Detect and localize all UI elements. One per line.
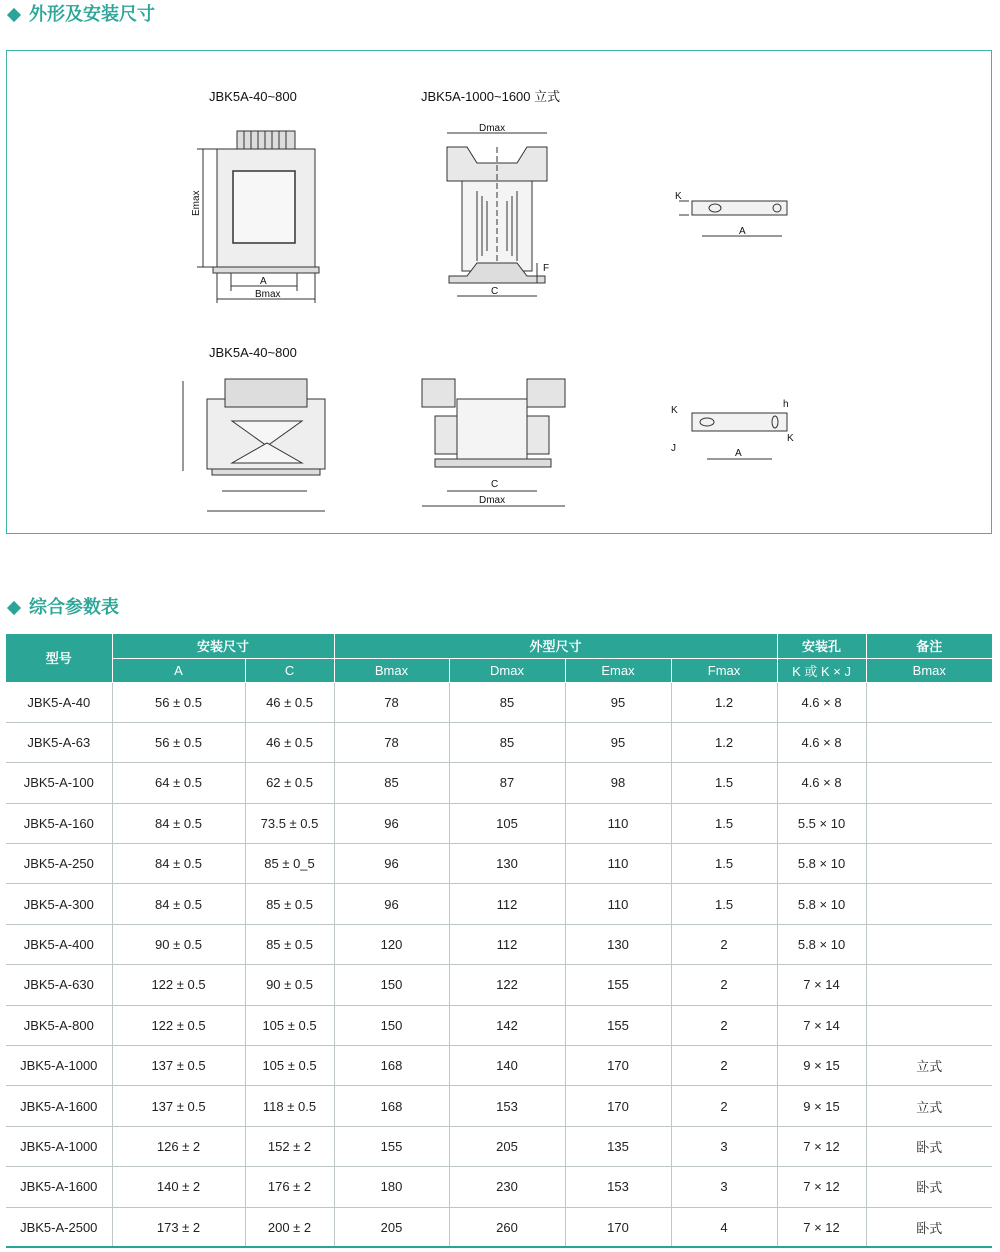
cell-bmax: 168 bbox=[334, 1086, 449, 1126]
table-row bbox=[6, 1167, 992, 1207]
table-header-row-1 bbox=[6, 634, 992, 658]
cell-c: 85 ± 0.5 bbox=[245, 924, 334, 964]
dim-j: J bbox=[671, 443, 676, 454]
cell-fmax: 1.5 bbox=[671, 763, 777, 803]
diamond-bullet-icon bbox=[7, 601, 21, 615]
cell-a: 64 ± 0.5 bbox=[112, 763, 245, 803]
cell-c: 118 ± 0.5 bbox=[245, 1086, 334, 1126]
table-row bbox=[6, 965, 992, 1005]
cell-bmax: 96 bbox=[334, 844, 449, 884]
cell-dmax: 105 bbox=[449, 803, 565, 843]
cell-fmax: 2 bbox=[671, 1046, 777, 1086]
diamond-bullet-icon bbox=[7, 8, 21, 22]
parameter-table bbox=[6, 634, 992, 1248]
drawing-vertical-type bbox=[447, 133, 550, 296]
header-hole: 安装孔 bbox=[777, 634, 866, 658]
cell-a: 126 ± 2 bbox=[112, 1126, 245, 1166]
cell-note bbox=[866, 722, 992, 762]
cell-bmax: 150 bbox=[334, 965, 449, 1005]
cell-bmax: 78 bbox=[334, 722, 449, 762]
cell-emax: 95 bbox=[565, 682, 671, 722]
label-top-mid: JBK5A-1000~1600 立式 bbox=[421, 89, 561, 104]
subheader-fmax: Fmax bbox=[671, 658, 777, 682]
cell-fmax: 1.2 bbox=[671, 722, 777, 762]
cell-model: JBK5-A-1000 bbox=[6, 1126, 112, 1166]
cell-a: 140 ± 2 bbox=[112, 1167, 245, 1207]
cell-note: 卧式 bbox=[866, 1167, 992, 1207]
cell-note: 卧式 bbox=[866, 1126, 992, 1166]
cell-bmax: 180 bbox=[334, 1167, 449, 1207]
cell-hole: 5.8 × 10 bbox=[777, 884, 866, 924]
cell-emax: 170 bbox=[565, 1086, 671, 1126]
cell-emax: 95 bbox=[565, 722, 671, 762]
cell-model: JBK5-A-160 bbox=[6, 803, 112, 843]
cell-hole: 4.6 × 8 bbox=[777, 682, 866, 722]
header-note: 备注 bbox=[866, 634, 992, 658]
cell-emax: 153 bbox=[565, 1167, 671, 1207]
cell-fmax: 2 bbox=[671, 965, 777, 1005]
dim-emax: Emax bbox=[191, 190, 202, 216]
cell-hole: 7 × 14 bbox=[777, 1005, 866, 1045]
cell-hole: 5.8 × 10 bbox=[777, 844, 866, 884]
cell-note bbox=[866, 763, 992, 803]
cell-model: JBK5-A-800 bbox=[6, 1005, 112, 1045]
cell-fmax: 2 bbox=[671, 1005, 777, 1045]
cell-c: 200 ± 2 bbox=[245, 1207, 334, 1247]
cell-bmax: 120 bbox=[334, 924, 449, 964]
dim-k-3: K bbox=[787, 433, 794, 444]
table-row bbox=[6, 682, 992, 722]
table-row bbox=[6, 924, 992, 964]
cell-fmax: 2 bbox=[671, 1086, 777, 1126]
table-row bbox=[6, 763, 992, 803]
cell-c: 152 ± 2 bbox=[245, 1126, 334, 1166]
cell-c: 62 ± 0.5 bbox=[245, 763, 334, 803]
cell-dmax: 140 bbox=[449, 1046, 565, 1086]
header-mount: 安装尺寸 bbox=[112, 634, 334, 658]
dim-f: F bbox=[543, 263, 550, 274]
cell-bmax: 85 bbox=[334, 763, 449, 803]
dim-k-1: K bbox=[675, 191, 682, 202]
cell-fmax: 1.5 bbox=[671, 884, 777, 924]
dim-c-1: C bbox=[491, 286, 499, 297]
cell-bmax: 96 bbox=[334, 884, 449, 924]
cell-model: JBK5-A-40 bbox=[6, 682, 112, 722]
cell-model: JBK5-A-1600 bbox=[6, 1086, 112, 1126]
cell-emax: 98 bbox=[565, 763, 671, 803]
cell-hole: 7 × 12 bbox=[777, 1207, 866, 1247]
cell-bmax: 150 bbox=[334, 1005, 449, 1045]
cell-model: JBK5-A-250 bbox=[6, 844, 112, 884]
cell-model: JBK5-A-1000 bbox=[6, 1046, 112, 1086]
cell-model: JBK5-A-630 bbox=[6, 965, 112, 1005]
cell-hole: 9 × 15 bbox=[777, 1046, 866, 1086]
cell-bmax: 78 bbox=[334, 682, 449, 722]
cell-a: 56 ± 0.5 bbox=[112, 682, 245, 722]
cell-note: 立式 bbox=[866, 1086, 992, 1126]
cell-model: JBK5-A-400 bbox=[6, 924, 112, 964]
cell-fmax: 1.5 bbox=[671, 844, 777, 884]
cell-note: 卧式 bbox=[866, 1207, 992, 1247]
cell-hole: 4.6 × 8 bbox=[777, 722, 866, 762]
table-row bbox=[6, 1005, 992, 1045]
subheader-hole: K 或 K × J bbox=[777, 658, 866, 682]
cell-note bbox=[866, 682, 992, 722]
cell-a: 122 ± 0.5 bbox=[112, 1005, 245, 1045]
subheader-note: Bmax bbox=[866, 658, 992, 682]
outline-drawings-panel bbox=[6, 50, 992, 534]
cell-dmax: 153 bbox=[449, 1086, 565, 1126]
cell-c: 46 ± 0.5 bbox=[245, 722, 334, 762]
dim-bmax: Bmax bbox=[255, 289, 281, 300]
cell-dmax: 142 bbox=[449, 1005, 565, 1045]
cell-dmax: 260 bbox=[449, 1207, 565, 1247]
table-body bbox=[6, 682, 992, 1247]
table-row bbox=[6, 1207, 992, 1247]
cell-c: 105 ± 0.5 bbox=[245, 1005, 334, 1045]
drawing-mount-foot-top bbox=[679, 201, 787, 236]
table-row bbox=[6, 803, 992, 843]
cell-dmax: 85 bbox=[449, 682, 565, 722]
cell-model: JBK5-A-300 bbox=[6, 884, 112, 924]
cell-a: 122 ± 0.5 bbox=[112, 965, 245, 1005]
subheader-emax: Emax bbox=[565, 658, 671, 682]
cell-a: 84 ± 0.5 bbox=[112, 884, 245, 924]
dim-a-3: A bbox=[735, 448, 742, 459]
cell-c: 105 ± 0.5 bbox=[245, 1046, 334, 1086]
table-row bbox=[6, 1086, 992, 1126]
cell-note bbox=[866, 965, 992, 1005]
cell-fmax: 3 bbox=[671, 1126, 777, 1166]
cell-note bbox=[866, 884, 992, 924]
cell-hole: 7 × 12 bbox=[777, 1167, 866, 1207]
cell-a: 84 ± 0.5 bbox=[112, 844, 245, 884]
dim-dmax-1: Dmax bbox=[479, 123, 506, 134]
cell-model: JBK5-A-100 bbox=[6, 763, 112, 803]
section-title-text: 外形及安装尺寸 bbox=[29, 4, 155, 25]
subheader-bmax: Bmax bbox=[334, 658, 449, 682]
cell-a: 84 ± 0.5 bbox=[112, 803, 245, 843]
subheader-dmax: Dmax bbox=[449, 658, 565, 682]
cell-dmax: 122 bbox=[449, 965, 565, 1005]
cell-dmax: 112 bbox=[449, 884, 565, 924]
cell-bmax: 155 bbox=[334, 1126, 449, 1166]
cell-note bbox=[866, 844, 992, 884]
dim-c-2: C bbox=[491, 479, 499, 490]
cell-note bbox=[866, 1005, 992, 1045]
cell-a: 137 ± 0.5 bbox=[112, 1046, 245, 1086]
section-title-outline bbox=[6, 3, 155, 27]
cell-dmax: 85 bbox=[449, 722, 565, 762]
cell-dmax: 87 bbox=[449, 763, 565, 803]
cell-emax: 130 bbox=[565, 924, 671, 964]
cell-fmax: 3 bbox=[671, 1167, 777, 1207]
cell-bmax: 168 bbox=[334, 1046, 449, 1086]
drawing-front-view-small bbox=[197, 131, 319, 303]
cell-a: 173 ± 2 bbox=[112, 1207, 245, 1247]
cell-c: 90 ± 0.5 bbox=[245, 965, 334, 1005]
cell-emax: 110 bbox=[565, 844, 671, 884]
dim-dmax-2: Dmax bbox=[479, 495, 506, 506]
cell-fmax: 4 bbox=[671, 1207, 777, 1247]
cell-note bbox=[866, 924, 992, 964]
cell-note: 立式 bbox=[866, 1046, 992, 1086]
cell-emax: 155 bbox=[565, 965, 671, 1005]
cell-fmax: 1.5 bbox=[671, 803, 777, 843]
cell-hole: 7 × 14 bbox=[777, 965, 866, 1005]
table-row bbox=[6, 722, 992, 762]
cell-bmax: 205 bbox=[334, 1207, 449, 1247]
subheader-a: A bbox=[112, 658, 245, 682]
dim-k-2: K bbox=[671, 405, 678, 416]
cell-c: 46 ± 0.5 bbox=[245, 682, 334, 722]
technical-drawings bbox=[7, 51, 993, 535]
cell-dmax: 230 bbox=[449, 1167, 565, 1207]
cell-emax: 135 bbox=[565, 1126, 671, 1166]
cell-emax: 155 bbox=[565, 1005, 671, 1045]
cell-hole: 5.5 × 10 bbox=[777, 803, 866, 843]
cell-model: JBK5-A-63 bbox=[6, 722, 112, 762]
cell-a: 137 ± 0.5 bbox=[112, 1086, 245, 1126]
cell-c: 176 ± 2 bbox=[245, 1167, 334, 1207]
dim-a-2: A bbox=[739, 226, 746, 237]
cell-emax: 170 bbox=[565, 1207, 671, 1247]
cell-emax: 110 bbox=[565, 803, 671, 843]
table-header-row-2 bbox=[6, 658, 992, 682]
cell-hole: 9 × 15 bbox=[777, 1086, 866, 1126]
cell-hole: 4.6 × 8 bbox=[777, 763, 866, 803]
dim-a-1: A bbox=[260, 276, 267, 287]
cell-model: JBK5-A-2500 bbox=[6, 1207, 112, 1247]
cell-model: JBK5-A-1600 bbox=[6, 1167, 112, 1207]
cell-a: 56 ± 0.5 bbox=[112, 722, 245, 762]
cell-emax: 170 bbox=[565, 1046, 671, 1086]
subheader-c: C bbox=[245, 658, 334, 682]
cell-fmax: 2 bbox=[671, 924, 777, 964]
cell-hole: 7 × 12 bbox=[777, 1126, 866, 1166]
cell-a: 90 ± 0.5 bbox=[112, 924, 245, 964]
section-title-params bbox=[6, 596, 119, 620]
drawing-front-view-large bbox=[183, 379, 325, 511]
cell-hole: 5.8 × 10 bbox=[777, 924, 866, 964]
cell-c: 85 ± 0_5 bbox=[245, 844, 334, 884]
table-row bbox=[6, 844, 992, 884]
section-title-text: 综合参数表 bbox=[29, 597, 119, 618]
table-row bbox=[6, 1126, 992, 1166]
table-row bbox=[6, 1046, 992, 1086]
label-bottom-left: JBK5A-40~800 bbox=[209, 345, 297, 360]
header-model: 型号 bbox=[6, 634, 112, 682]
cell-c: 85 ± 0.5 bbox=[245, 884, 334, 924]
cell-note bbox=[866, 803, 992, 843]
header-outline: 外型尺寸 bbox=[334, 634, 777, 658]
cell-fmax: 1.2 bbox=[671, 682, 777, 722]
cell-dmax: 130 bbox=[449, 844, 565, 884]
dim-h: h bbox=[783, 399, 789, 410]
cell-dmax: 112 bbox=[449, 924, 565, 964]
cell-bmax: 96 bbox=[334, 803, 449, 843]
cell-emax: 110 bbox=[565, 884, 671, 924]
label-top-left: JBK5A-40~800 bbox=[209, 89, 297, 104]
cell-c: 73.5 ± 0.5 bbox=[245, 803, 334, 843]
cell-dmax: 205 bbox=[449, 1126, 565, 1166]
table-row bbox=[6, 884, 992, 924]
